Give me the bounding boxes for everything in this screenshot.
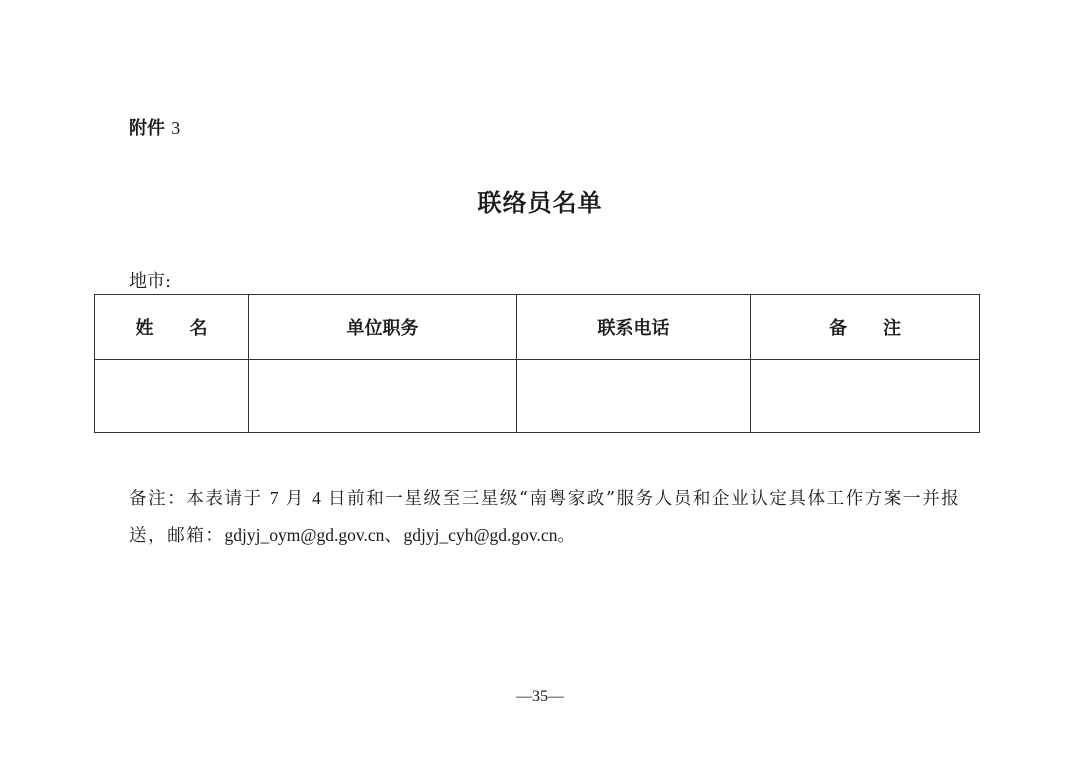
note-separator: 、 [384,526,404,546]
note-day: 4 [312,488,321,508]
liaison-table [94,294,980,433]
note-end: 。 [557,526,577,546]
note-month-unit: 月 [285,489,305,509]
cell-unit-position[interactable] [249,360,517,433]
header-unit-position: 单位职务 [249,295,517,360]
note-month: 7 [269,488,279,508]
header-name: 姓 名 [95,295,249,360]
attachment-word: 附件 [129,118,165,139]
table-header-row [95,295,980,360]
city-label: 地市: [129,271,172,292]
cell-remarks[interactable] [751,360,980,433]
header-phone: 联系电话 [517,295,751,360]
table-row [95,360,980,433]
header-remarks: 备 注 [751,295,980,360]
cell-name[interactable] [95,360,249,433]
remark-note [129,480,979,554]
email-link-2[interactable]: gdjyj_cyh@gd.gov.cn [403,525,558,545]
note-text: 日前和一星级至三星级“南粤家政”服务人员和企业认定具体工作方案一并报送，邮箱： [129,489,961,546]
attachment-label [129,114,180,140]
email-link-1[interactable]: gdjyj_oym@gd.gov.cn [224,525,385,545]
note-prefix: 备注：本表请于 [129,489,263,509]
attachment-number: 3 [171,118,181,138]
page-number: —35— [516,688,564,705]
cell-phone[interactable] [517,360,751,433]
page-title: 联络员名单 [477,189,603,217]
